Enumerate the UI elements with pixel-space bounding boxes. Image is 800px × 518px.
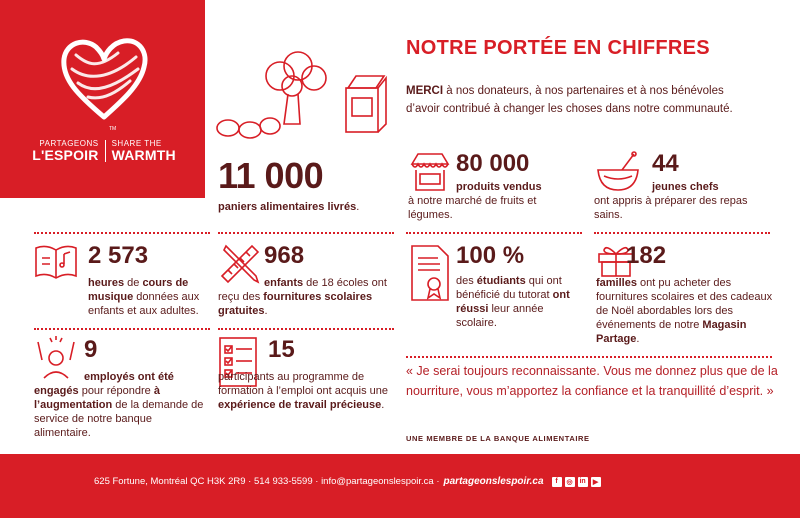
milk-carton-icon — [346, 76, 386, 132]
trademark: TM — [109, 126, 117, 132]
stat-enfants — [218, 244, 398, 318]
stat-number: 100 % — [456, 242, 525, 269]
stat-number: 182 — [626, 242, 667, 269]
intro-text — [406, 82, 746, 118]
logo-panel — [0, 0, 205, 198]
stat-text: . — [636, 333, 640, 345]
stat-number: 9 — [84, 336, 98, 363]
footer-address: 625 Fortune, Montréal QC H3K 2R9 · 514 933-5599 · info@partageonslespoir.ca · — [94, 476, 440, 487]
divider — [594, 232, 770, 234]
stat-chefs — [594, 152, 764, 222]
stat-text: participants au programme de formation à l’emploi ont acquis une — [218, 371, 388, 397]
stat-text: . — [356, 201, 360, 213]
stat-bold: jeunes chefs — [652, 181, 719, 193]
stat-text: données aux enfants et aux adultes. — [88, 291, 200, 317]
stat-familles — [596, 244, 776, 346]
stat-bold: paniers alimentaires livrés — [218, 201, 357, 213]
stat-produits — [408, 152, 578, 222]
stat-bold: ont réussi — [456, 289, 570, 315]
broccoli-icon — [266, 52, 326, 124]
stat-number: 15 — [268, 336, 295, 363]
intro-bold: MERCI — [406, 85, 444, 97]
linkedin-icon[interactable]: in — [579, 478, 586, 485]
divider — [406, 232, 582, 234]
footer-contact — [94, 476, 601, 487]
heart-logo-icon — [58, 35, 150, 123]
logo-line2-left: L'ESPOIR — [32, 147, 99, 163]
stat-number: 968 — [264, 242, 305, 269]
stat-text: ont appris à préparer des repas sains. — [594, 195, 748, 221]
stat-paniers — [218, 155, 388, 214]
stat-number: 11 000 — [218, 155, 324, 196]
divider — [34, 232, 210, 234]
stat-number: 2 573 — [88, 242, 149, 269]
logo-wordmark — [14, 140, 194, 162]
stat-employes — [34, 338, 210, 440]
social-links — [552, 477, 601, 487]
stat-text: de — [124, 277, 143, 289]
testimonial-source: UNE MEMBRE DE LA BANQUE ALIMENTAIRE — [406, 434, 590, 443]
logo-line2-right: WARMTH — [111, 147, 176, 163]
stat-bold: à l’augmentation — [34, 385, 160, 411]
stat-bold: heures — [88, 277, 125, 289]
logo-line1-left: PARTAGEONS — [39, 139, 99, 148]
youtube-icon[interactable]: ▶ — [591, 477, 601, 487]
logo-line1-right: SHARE THE — [111, 139, 162, 148]
testimonial-quote: « Je serai toujours reconnaissante. Vous me donnez plus que de la nourriture, vous m’apportez la confiance et la tranquillité d’esprit. » — [406, 364, 778, 398]
stat-musique — [34, 244, 214, 318]
stat-bold: étudiants — [476, 275, 526, 287]
footer — [0, 454, 800, 518]
stat-number: 80 000 — [456, 150, 530, 177]
instagram-icon[interactable]: ◎ — [566, 478, 573, 486]
stat-text: de la demande de service de notre banque alimentaire. — [34, 399, 204, 439]
divider — [34, 328, 210, 330]
stat-text: pour répondre — [78, 385, 154, 397]
stat-bold: fournitures scolaires gratuites — [218, 291, 373, 317]
stat-text: . — [381, 399, 385, 411]
groceries-illustration — [214, 48, 394, 148]
stat-bold: cours de musique — [88, 277, 189, 303]
stat-text: des — [456, 275, 477, 287]
stat-text: qui ont bénéficié du tutorat — [456, 275, 562, 301]
stat-bold: familles — [596, 277, 637, 289]
divider — [218, 328, 394, 330]
stat-bold: Magasin Partage — [596, 319, 747, 345]
stat-bold: enfants — [264, 277, 304, 289]
stat-bold: produits vendus — [456, 181, 542, 193]
stat-text: de 18 écoles ont reçu des — [218, 277, 387, 303]
divider — [406, 356, 772, 358]
stat-text: leur année scolaire. — [456, 303, 544, 329]
stat-bold: expérience de travail précieuse — [218, 399, 382, 411]
stat-etudiants — [408, 244, 578, 330]
stat-text: ont pu acheter des fournitures scolaires et des cadeaux de Noël abordables lors des événements de notre — [596, 277, 773, 331]
eggs-icon — [217, 118, 280, 138]
logo-divider — [105, 140, 106, 162]
stat-participants — [218, 338, 398, 412]
footer-website-link[interactable]: partageonslespoir.ca — [443, 476, 544, 487]
divider — [218, 232, 394, 234]
stat-bold: employés ont été engagés — [34, 371, 174, 397]
stat-text: à notre marché de fruits et légumes. — [408, 195, 537, 221]
facebook-icon[interactable]: f — [552, 477, 562, 487]
stat-number: 44 — [652, 150, 679, 177]
intro-body: à nos donateurs, à nos partenaires et à nos bénévoles d’avoir contribué à changer les choses dans notre communauté. — [406, 85, 733, 115]
stat-text: . — [264, 305, 268, 317]
page-title: NOTRE PORTÉE EN CHIFFRES — [406, 37, 710, 59]
